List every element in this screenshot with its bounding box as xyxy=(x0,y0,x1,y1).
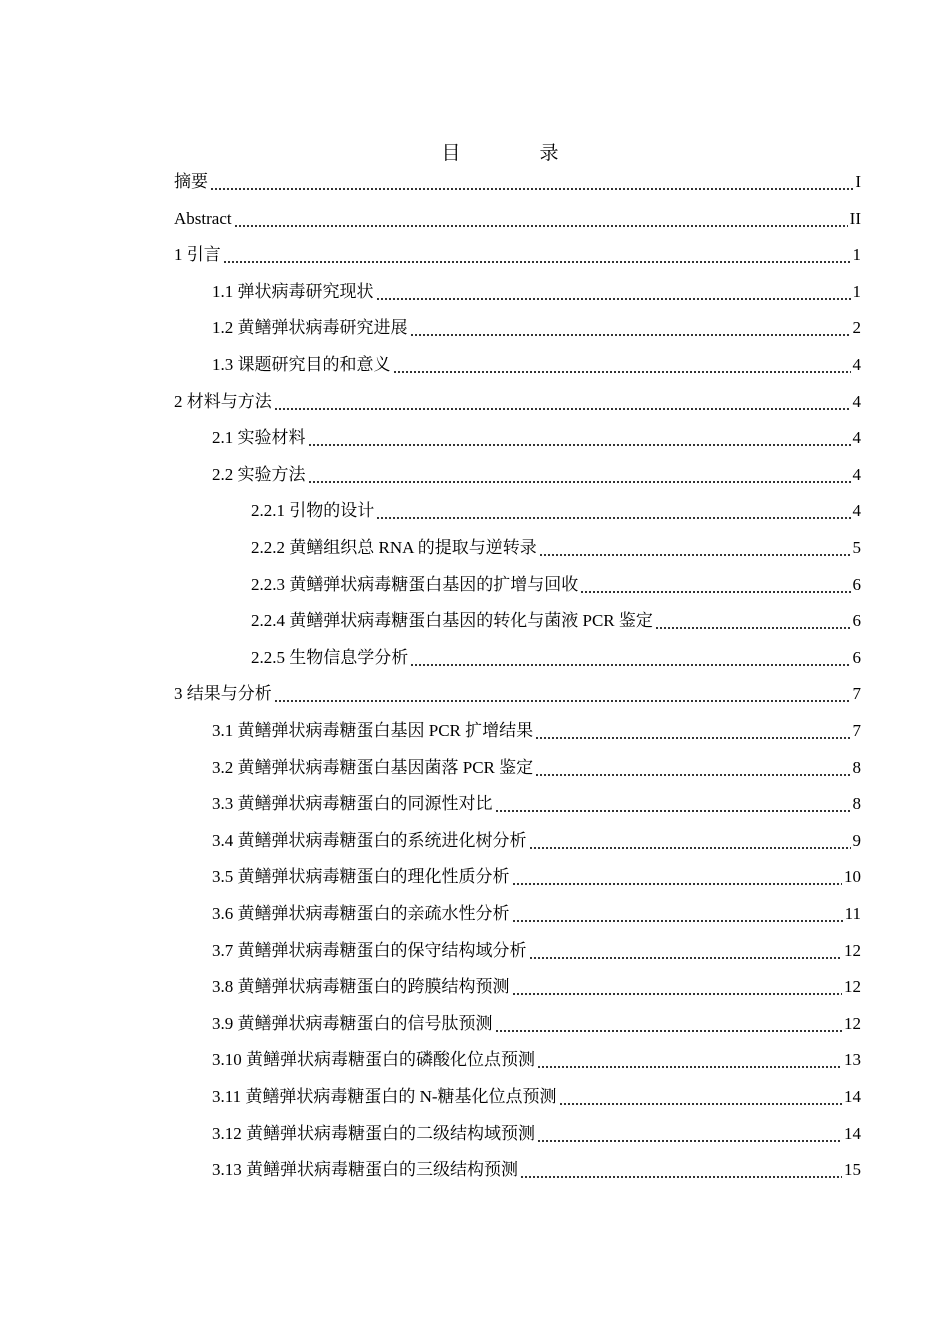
toc-entry-label: 1.3 课题研究目的和意义 xyxy=(212,355,391,374)
toc-entry-page-number: 4 xyxy=(852,464,861,484)
toc-entry-label: 3.11 黄鳝弹状病毒糖蛋白的 N-糖基化位点预测 xyxy=(212,1087,557,1106)
toc-entry-page-number: 14 xyxy=(844,1087,861,1106)
toc-entry[interactable] xyxy=(212,815,861,851)
toc-entry-page-number: 14 xyxy=(844,1123,861,1143)
dot-leader xyxy=(512,867,843,887)
toc-entry-label: Abstract xyxy=(174,208,232,228)
toc-entry[interactable] xyxy=(212,1071,861,1107)
toc-entry-label: 3.2 黄鳝弹状病毒糖蛋白基因菌落 PCR 鉴定 xyxy=(212,757,534,777)
toc-entry-page-number: 4 xyxy=(852,428,861,448)
toc-entry-label: 1 引言 xyxy=(174,245,221,265)
toc-entry-label: 3.6 黄鳝弹状病毒糖蛋白的亲疏水性分析 xyxy=(212,904,510,923)
toc-entry-label: 3.10 黄鳝弹状病毒糖蛋白的磷酸化位点预测 xyxy=(212,1050,535,1070)
toc-entry-label: 1.2 黄鳝弹状病毒研究进展 xyxy=(212,318,408,338)
toc-entry[interactable] xyxy=(212,925,861,961)
dot-leader xyxy=(376,501,850,521)
toc-entry-page-number: 1 xyxy=(852,245,861,265)
toc-entry-label: 3.8 黄鳝弹状病毒糖蛋白的跨膜结构预测 xyxy=(212,977,510,997)
toc-entry-label: 3.1 黄鳝弹状病毒糖蛋白基因 PCR 扩增结果 xyxy=(212,721,534,740)
toc-entry-page-number: I xyxy=(855,172,861,191)
toc-entry[interactable] xyxy=(212,778,861,814)
toc-entry-page-number: 8 xyxy=(852,757,861,777)
toc-entry[interactable] xyxy=(212,961,861,997)
toc-entry-label: 1.1 弹状病毒研究现状 xyxy=(212,281,374,301)
toc-entry-label: 2.2 实验方法 xyxy=(212,464,306,484)
toc-entry[interactable] xyxy=(251,595,861,631)
toc-entry-page-number: 4 xyxy=(852,391,861,411)
toc-entry[interactable] xyxy=(251,485,861,521)
toc-entry-page-number: 12 xyxy=(844,940,861,960)
toc-entry[interactable] xyxy=(212,998,861,1034)
dot-leader xyxy=(410,648,850,668)
dot-leader xyxy=(495,794,851,814)
toc-entry-label: 3.7 黄鳝弹状病毒糖蛋白的保守结构域分析 xyxy=(212,940,527,960)
toc-entry-page-number: 13 xyxy=(844,1050,861,1070)
toc-entry[interactable] xyxy=(212,888,861,924)
dot-leader xyxy=(376,282,851,302)
toc-entry-label: 2.1 实验材料 xyxy=(212,428,306,448)
toc-entry[interactable] xyxy=(212,1144,861,1180)
toc-entry[interactable] xyxy=(174,376,861,412)
toc-entry[interactable] xyxy=(174,668,861,704)
toc-entry-label: 3.9 黄鳝弹状病毒糖蛋白的信号肽预测 xyxy=(212,1013,493,1033)
dot-leader xyxy=(529,941,843,961)
dot-leader xyxy=(210,172,853,192)
toc-entry-page-number: II xyxy=(849,208,861,228)
dot-leader xyxy=(535,758,850,778)
toc-entry-page-number: 1 xyxy=(852,281,861,301)
toc-entry-page-number: 7 xyxy=(852,721,861,740)
toc-entry-page-number: 9 xyxy=(852,830,861,850)
toc-entry[interactable] xyxy=(212,742,861,778)
toc-entry-page-number: 12 xyxy=(844,977,861,997)
toc-entry-label: 3.3 黄鳝弹状病毒糖蛋白的同源性对比 xyxy=(212,794,493,814)
toc-entry[interactable] xyxy=(251,559,861,595)
toc-entry-label: 3.4 黄鳝弹状病毒糖蛋白的系统进化树分析 xyxy=(212,830,527,850)
dot-leader xyxy=(559,1087,842,1107)
toc-entry-page-number: 4 xyxy=(852,501,861,521)
toc-entry-label: 3 结果与分析 xyxy=(174,684,272,704)
toc-entry-page-number: 6 xyxy=(852,574,861,594)
toc-entry[interactable] xyxy=(212,851,861,887)
toc-title: 目 录 xyxy=(441,143,589,164)
toc-entry-page-number: 7 xyxy=(852,684,861,704)
toc-entry[interactable] xyxy=(174,156,861,192)
dot-leader xyxy=(274,392,851,412)
toc-entry-page-number: 8 xyxy=(852,794,861,814)
toc-entry-label: 3.5 黄鳝弹状病毒糖蛋白的理化性质分析 xyxy=(212,867,510,887)
toc-entry[interactable] xyxy=(212,449,861,485)
dot-leader xyxy=(308,428,851,448)
toc-entry[interactable] xyxy=(251,632,861,668)
dot-leader xyxy=(535,721,850,741)
toc-entry[interactable] xyxy=(212,339,861,375)
toc-entry-label: 摘要 xyxy=(174,172,208,191)
toc-entry[interactable] xyxy=(212,412,861,448)
toc-entry[interactable] xyxy=(212,266,861,302)
toc-entry-label: 2 材料与方法 xyxy=(174,391,272,411)
toc-entry-page-number: 11 xyxy=(844,904,861,923)
toc-entry-page-number: 6 xyxy=(852,611,861,631)
dot-leader xyxy=(495,1014,843,1034)
dot-leader xyxy=(274,684,851,704)
dot-leader xyxy=(393,355,851,375)
toc-entry-label: 3.12 黄鳝弹状病毒糖蛋白的二级结构域预测 xyxy=(212,1123,535,1143)
toc-entry-label: 2.2.2 黄鳝组织总 RNA 的提取与逆转录 xyxy=(251,538,537,557)
dot-leader xyxy=(308,465,851,485)
toc-entry-page-number: 4 xyxy=(852,355,861,374)
toc-entry[interactable] xyxy=(212,1108,861,1144)
toc-entry[interactable] xyxy=(212,705,861,741)
dot-leader xyxy=(520,1160,842,1180)
dot-leader xyxy=(234,209,848,229)
toc-entry-page-number: 10 xyxy=(844,867,861,887)
toc-entry-label: 2.2.5 生物信息学分析 xyxy=(251,647,409,667)
dot-leader xyxy=(580,575,850,595)
toc-entry-page-number: 6 xyxy=(852,647,861,667)
toc-entry[interactable] xyxy=(212,302,861,338)
toc-entry-label: 2.2.1 引物的设计 xyxy=(251,501,375,521)
dot-leader xyxy=(512,904,843,924)
toc-entry-label: 2.2.4 黄鳝弹状病毒糖蛋白基因的转化与菌液 PCR 鉴定 xyxy=(251,611,653,631)
dot-leader xyxy=(655,611,851,631)
dot-leader xyxy=(512,977,843,997)
toc-entry[interactable] xyxy=(174,193,861,229)
toc-entry-page-number: 2 xyxy=(852,318,861,338)
toc-entry-page-number: 5 xyxy=(852,538,861,557)
dot-leader xyxy=(537,1124,842,1144)
toc-entry[interactable] xyxy=(174,229,861,265)
dot-leader xyxy=(529,831,851,851)
dot-leader xyxy=(537,1050,842,1070)
dot-leader xyxy=(223,245,851,265)
dot-leader xyxy=(539,538,851,558)
toc-entry[interactable] xyxy=(212,1034,861,1070)
toc-entry-page-number: 12 xyxy=(844,1013,861,1033)
toc-entry[interactable] xyxy=(251,522,861,558)
dot-leader xyxy=(410,318,851,338)
toc-entry-label: 3.13 黄鳝弹状病毒糖蛋白的三级结构预测 xyxy=(212,1160,518,1180)
toc-entry-page-number: 15 xyxy=(844,1160,861,1180)
toc-entry-label: 2.2.3 黄鳝弹状病毒糖蛋白基因的扩增与回收 xyxy=(251,574,579,594)
